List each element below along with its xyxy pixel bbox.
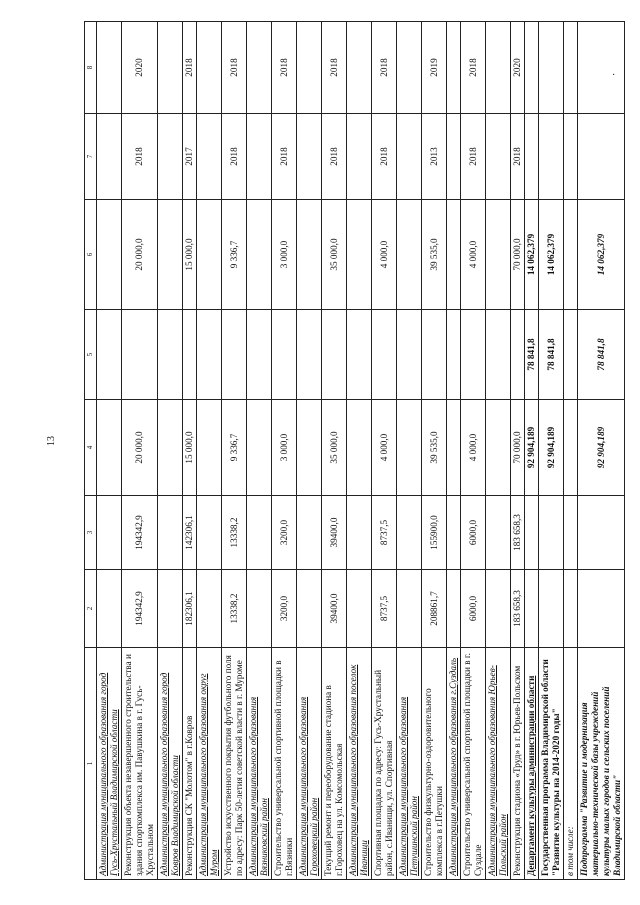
cell-c3: 8737,5 [372, 496, 397, 570]
empty-cell [97, 114, 122, 200]
cell-c3 [525, 496, 539, 570]
empty-cell [447, 496, 461, 570]
empty-cell [97, 310, 122, 400]
empty-cell [297, 114, 322, 200]
empty-cell [297, 22, 322, 114]
table-row [525, 22, 539, 880]
cell-c7: 2018 [222, 114, 247, 200]
cell-c2 [539, 570, 564, 648]
empty-cell [486, 570, 511, 648]
cell-c8: 2018 [222, 22, 247, 114]
empty-cell [197, 114, 222, 200]
cell-c7: 2018 [322, 114, 347, 200]
cell-c6: 70 000,0 [511, 200, 525, 310]
table-row [397, 22, 422, 880]
cell-c5 [372, 310, 397, 400]
empty-cell [486, 200, 511, 310]
row-label: Администрация муниципального образования Вязниковский район [247, 648, 272, 880]
cell-c2 [578, 570, 625, 648]
empty-cell [197, 570, 222, 648]
empty-cell [97, 200, 122, 310]
empty-cell [247, 400, 272, 496]
column-number: 2 [85, 570, 97, 648]
cell-c2: 13338,2 [222, 570, 247, 648]
cell-c8: 2018 [183, 22, 197, 114]
table-row [578, 22, 625, 880]
rotated-table-container [84, 22, 622, 880]
table-row [447, 22, 461, 880]
table-row [511, 22, 525, 880]
cell-c7: 2018 [372, 114, 397, 200]
empty-cell [158, 200, 183, 310]
row-label: Департамент культуры администрации области [525, 648, 539, 880]
cell-c4: 92 904,189 [539, 400, 564, 496]
table-row [247, 22, 272, 880]
row-label: Администрация муниципального образования Юрьев-Польский район [486, 648, 511, 880]
empty-cell [397, 570, 422, 648]
cell-c3: 142306,1 [183, 496, 197, 570]
table-row [197, 22, 222, 880]
empty-cell [397, 22, 422, 114]
cell-c7 [525, 114, 539, 200]
cell-c6: 14 062,379 [578, 200, 625, 310]
column-number: 7 [85, 114, 97, 200]
row-label: Администрация муниципального образования поселок Иванищи [347, 648, 372, 880]
column-number: 5 [85, 310, 97, 400]
cell-c6: 4 000,0 [372, 200, 397, 310]
cell-c8: 2018 [322, 22, 347, 114]
empty-cell [347, 570, 372, 648]
row-label: Строительство физкультурно-оздоровительного комплекса в г.Петушки [422, 648, 447, 880]
cell-c3 [578, 496, 625, 570]
empty-cell [447, 310, 461, 400]
cell-c2: 8737,5 [372, 570, 397, 648]
row-label: Администрация муниципального образования город Гусь-Хрустальный Владимирской области [97, 648, 122, 880]
row-label: Администрация муниципального образования Гороховецкий район [297, 648, 322, 880]
cell-c8: 2020 [122, 22, 158, 114]
empty-cell [158, 400, 183, 496]
empty-cell [247, 570, 272, 648]
cell-c5 [222, 310, 247, 400]
table-row [322, 22, 347, 880]
row-label: Строительство универсальной спортивной площадки в г.Вязники [272, 648, 297, 880]
empty-cell [397, 114, 422, 200]
cell-c6: 3 000,0 [272, 200, 297, 310]
empty-cell [447, 114, 461, 200]
empty-cell [447, 200, 461, 310]
empty-cell [447, 22, 461, 114]
cell-c3: 155900,0 [422, 496, 447, 570]
empty-cell [97, 496, 122, 570]
table-row [158, 22, 183, 880]
cell-c8: 2018 [372, 22, 397, 114]
table-row [461, 22, 486, 880]
table-row [486, 22, 511, 880]
cell-c7 [578, 114, 625, 200]
cell-c2 [525, 570, 539, 648]
table-row [347, 22, 372, 880]
row-label: Подпрограмма "Развитие и модернизация материально-технической базы учреждений культуры малых городов и сельских поселений Владимирской области" [578, 648, 625, 880]
cell-c8: 2018 [461, 22, 486, 114]
table-row [272, 22, 297, 880]
stray-mark: · [612, 70, 616, 81]
cell-c8 [525, 22, 539, 114]
cell-c4: 39 535,0 [422, 400, 447, 496]
empty-cell [158, 496, 183, 570]
empty-cell [297, 400, 322, 496]
empty-cell [197, 496, 222, 570]
cell-c3: 6000,0 [461, 496, 486, 570]
cell-c5: 78 841,8 [525, 310, 539, 400]
cell-c6: 20 000,0 [122, 200, 158, 310]
row-label: Реконструкция стадиона «Труд» в г. Юрьев-Польском [511, 648, 525, 880]
empty-cell [347, 496, 372, 570]
empty-cell [347, 114, 372, 200]
empty-cell [347, 400, 372, 496]
row-label: Администрация муниципального образования город Ковров Владимирской области [158, 648, 183, 880]
empty-cell [486, 22, 511, 114]
cell-c7: 2018 [272, 114, 297, 200]
cell-c7 [539, 114, 564, 200]
row-label: Администрация муниципального образования г.Суздаль [447, 648, 461, 880]
empty-cell [347, 310, 372, 400]
empty-cell [158, 570, 183, 648]
page-number: 13 [46, 436, 57, 446]
empty-cell [564, 200, 578, 310]
empty-cell [447, 400, 461, 496]
empty-cell [297, 200, 322, 310]
cell-c4: 92 904,189 [525, 400, 539, 496]
cell-c4: 9 336,7 [222, 400, 247, 496]
cell-c5 [183, 310, 197, 400]
empty-cell [97, 22, 122, 114]
empty-cell [197, 400, 222, 496]
row-label: Государственная программа Владимирской области "Развитие культуры на 2014-2020 годы" [539, 648, 564, 880]
cell-c6: 14 062,379 [525, 200, 539, 310]
cell-c6: 15 000,0 [183, 200, 197, 310]
cell-c8: 2018 [272, 22, 297, 114]
table-row [539, 22, 564, 880]
cell-c5 [511, 310, 525, 400]
cell-c6: 35 000,0 [322, 200, 347, 310]
cell-c5 [322, 310, 347, 400]
column-number: 3 [85, 496, 97, 570]
row-label: Текущий ремонт и переоборудование стадиона в г.Гороховец на ул. Комсомольская [322, 648, 347, 880]
cell-c7: 2017 [183, 114, 197, 200]
cell-c4: 70 000,0 [511, 400, 525, 496]
empty-cell [158, 310, 183, 400]
empty-cell [564, 114, 578, 200]
cell-c7: 2018 [511, 114, 525, 200]
table-row [222, 22, 247, 880]
cell-c7: 2018 [461, 114, 486, 200]
empty-cell [347, 22, 372, 114]
row-label: Реконструкция объекта незавершенного строительства и здания спорткомплекса им. Павушкина в г. Гусь-Хрустальном [122, 648, 158, 880]
cell-c4: 92 904,189 [578, 400, 625, 496]
empty-cell [486, 496, 511, 570]
empty-cell [397, 200, 422, 310]
empty-cell [486, 310, 511, 400]
cell-c2: 39400,0 [322, 570, 347, 648]
cell-c6: 39 535,0 [422, 200, 447, 310]
cell-c4: 15 000,0 [183, 400, 197, 496]
cell-c5 [461, 310, 486, 400]
cell-c4: 3 000,0 [272, 400, 297, 496]
cell-c4: 4 000,0 [372, 400, 397, 496]
cell-c6: 14 062,379 [539, 200, 564, 310]
empty-cell [247, 496, 272, 570]
cell-c8: 2020 [511, 22, 525, 114]
empty-cell [247, 114, 272, 200]
cell-c2: 183 658,3 [511, 570, 525, 648]
empty-cell [564, 496, 578, 570]
empty-cell [486, 114, 511, 200]
cell-c2: 6000,0 [461, 570, 486, 648]
column-number: 4 [85, 400, 97, 496]
empty-cell [347, 200, 372, 310]
cell-c7: 2013 [422, 114, 447, 200]
row-label: Администрация муниципального образования округ Муром [197, 648, 222, 880]
cell-c5 [122, 310, 158, 400]
empty-cell [158, 22, 183, 114]
row-label: Спортивная площадка по адресу: Гусь-Хрустальный район, с.Иванищи, ул. Спортивная [372, 648, 397, 880]
column-number: 1 [85, 648, 97, 880]
row-label: Администрация муниципального образования Петушинский район [397, 648, 422, 880]
cell-c8 [539, 22, 564, 114]
table-row [122, 22, 158, 880]
empty-cell [447, 570, 461, 648]
empty-cell [564, 570, 578, 648]
table-row [183, 22, 197, 880]
empty-cell [247, 310, 272, 400]
cell-c2: 194342,9 [122, 570, 158, 648]
empty-cell [297, 310, 322, 400]
empty-cell [197, 310, 222, 400]
empty-cell [397, 310, 422, 400]
cell-c5 [422, 310, 447, 400]
empty-cell [564, 310, 578, 400]
empty-cell [297, 570, 322, 648]
empty-cell [247, 200, 272, 310]
cell-c3: 13338,2 [222, 496, 247, 570]
empty-cell [297, 496, 322, 570]
cell-c7: 2018 [122, 114, 158, 200]
cell-c5: 78 841,8 [578, 310, 625, 400]
cell-c3: 3200,0 [272, 496, 297, 570]
cell-c4: 35 000,0 [322, 400, 347, 496]
empty-cell [97, 570, 122, 648]
empty-cell [564, 22, 578, 114]
empty-cell [564, 400, 578, 496]
column-number: 6 [85, 200, 97, 310]
cell-c3: 39400,0 [322, 496, 347, 570]
cell-c5 [272, 310, 297, 400]
cell-c2: 182306,1 [183, 570, 197, 648]
table-row [297, 22, 322, 880]
table-row [422, 22, 447, 880]
empty-cell [158, 114, 183, 200]
cell-c3: 183 658,3 [511, 496, 525, 570]
cell-c5: 78 841,8 [539, 310, 564, 400]
empty-cell [247, 22, 272, 114]
empty-cell [397, 400, 422, 496]
funding-table [84, 21, 625, 880]
row-label: в том числе: [564, 648, 578, 880]
empty-cell [486, 400, 511, 496]
cell-c8: 2019 [422, 22, 447, 114]
table-body [85, 22, 625, 880]
cell-c8 [578, 22, 625, 114]
empty-cell [197, 200, 222, 310]
cell-c6: 9 336,7 [222, 200, 247, 310]
column-number: 8 [85, 22, 97, 114]
cell-c4: 4 000,0 [461, 400, 486, 496]
row-label: Строительство универсальной спортивной площадки в г. Суздале [461, 648, 486, 880]
empty-cell [397, 496, 422, 570]
table-row [564, 22, 578, 880]
row-label: Устройство искусственного покрытия футбольного поля по адресу: Парк 50-летия советской власти в г. Муроме [222, 648, 247, 880]
cell-c3: 194342,9 [122, 496, 158, 570]
table-row [372, 22, 397, 880]
table-row [97, 22, 122, 880]
cell-c2: 208861,7 [422, 570, 447, 648]
cell-c3 [539, 496, 564, 570]
column-number-row [85, 22, 97, 880]
cell-c4: 20 000,0 [122, 400, 158, 496]
row-label: Реконструкция СК "Молотом" в г.Ковров [183, 648, 197, 880]
cell-c2: 3200,0 [272, 570, 297, 648]
cell-c6: 4 000,0 [461, 200, 486, 310]
empty-cell [197, 22, 222, 114]
empty-cell [97, 400, 122, 496]
